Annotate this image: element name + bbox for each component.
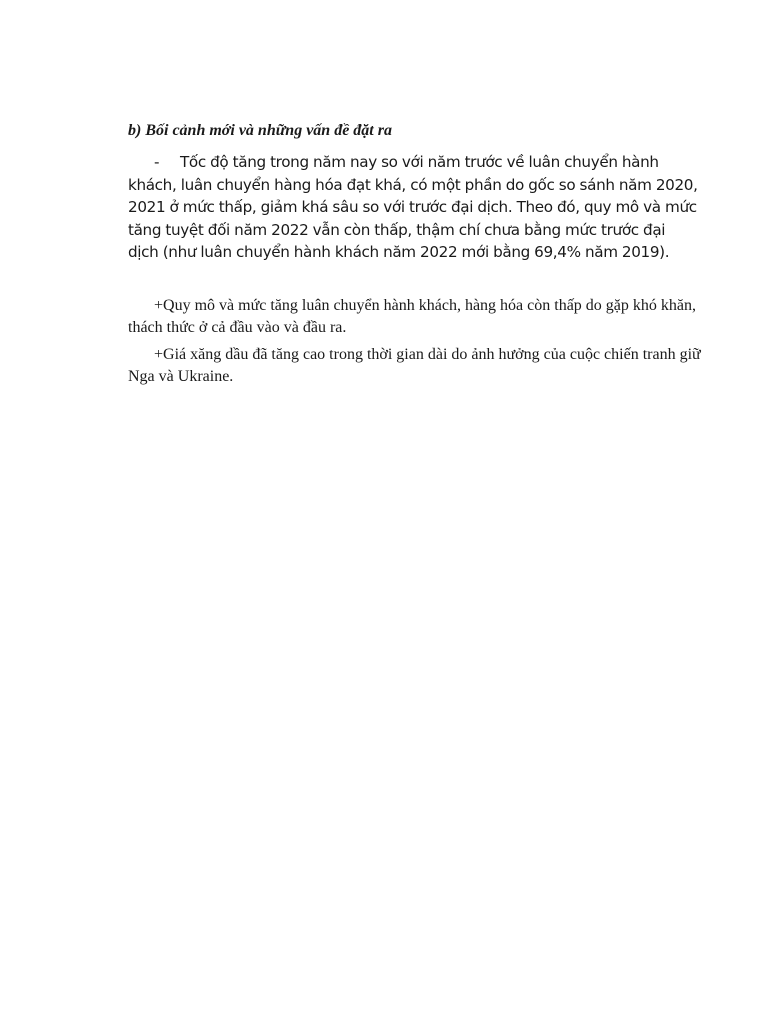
bullet-text: Tốc độ tăng trong năm nay so với năm trước về luân chuyển hành khách, luân chuyển hàng hóa đạt khá, có một phần do gốc so sánh năm 2020, 2021 ở mức thấp, giảm khá sâu so với trước đại dịch. Theo đó, quy mô và mức tăng tuyệt đối năm 2022 vẫn còn thấp, thậm chí chưa bằng mức trước đại dịch (như luân chuyển hành khách năm 2022 mới bằng 69,4% năm 2019). — [128, 153, 698, 261]
bullet-paragraph — [128, 151, 698, 264]
bullet-marker: - — [154, 153, 160, 171]
section-heading: b) Bối cảnh mới và những vấn đề đặt ra — [128, 122, 392, 139]
paragraph-fuel-price: +Giá xăng dầu đã tăng cao trong thời gian dài do ảnh hưởng của cuộc chiến tranh giữ Nga và Ukraine. — [128, 346, 701, 385]
paragraph-scale: +Quy mô và mức tăng luân chuyển hành khách, hàng hóa còn thấp do gặp khó khăn, thách thức ở cả đầu vào và đầu ra. — [128, 297, 696, 336]
